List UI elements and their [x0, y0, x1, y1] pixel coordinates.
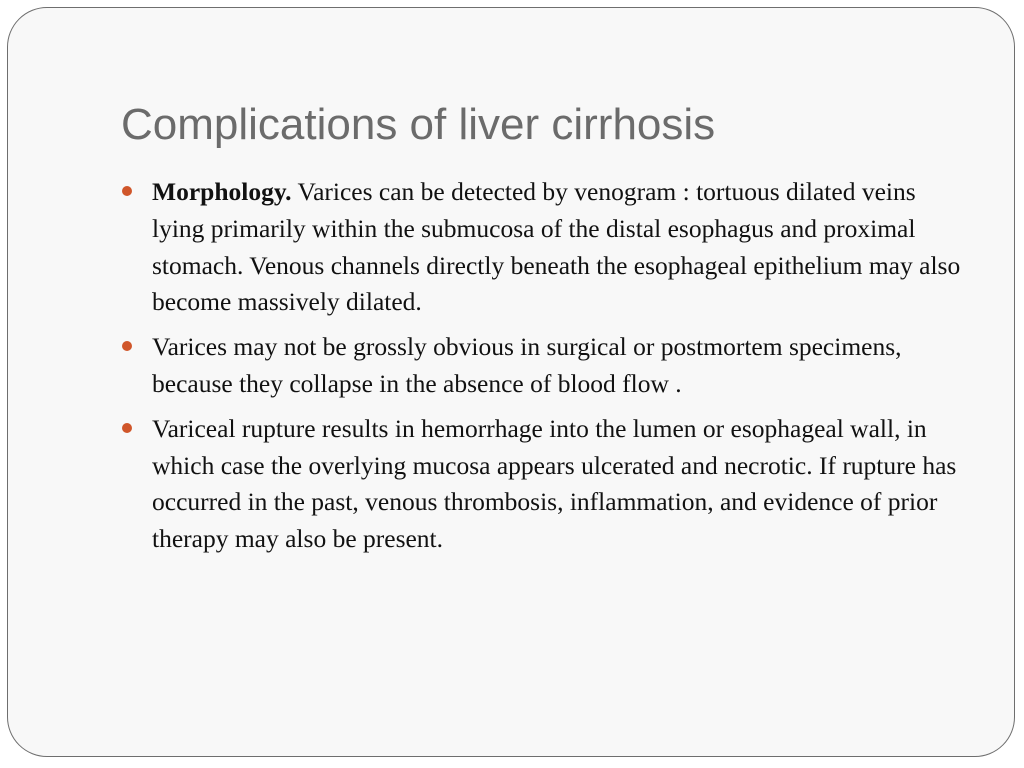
bullet-dot-icon [122, 341, 132, 351]
bullet-lead-label: Morphology. [152, 177, 292, 206]
bullet-list [122, 174, 972, 566]
bullet-item-morphology [122, 174, 972, 321]
bullet-text: Varices may not be grossly obvious in surgical or postmortem specimens, because they collapse in the absence of blood flow . [152, 332, 902, 398]
bullet-text: Variceal rupture results in hemorrhage into the lumen or esophageal wall, in which case the overlying mucosa appears ulcerated and necrotic. If rupture has occurred in the past, venous thrombosis, inflammation, and evidence of prior therapy may also be present. [152, 413, 957, 554]
slide-frame [7, 7, 1015, 757]
bullet-dot-icon [122, 423, 132, 433]
bullet-item-variceal-rupture [122, 411, 972, 558]
slide-title: Complications of liver cirrhosis [121, 100, 716, 149]
bullet-text: Varices can be detected by venogram : tortuous dilated veins lying primarily within the submucosa of the distal esophagus and proximal stomach. Venous channels directly beneath the esophageal epithelium may also become massively dilated. [152, 177, 961, 317]
bullet-item-varices-collapse [122, 329, 972, 403]
bullet-dot-icon [122, 186, 132, 196]
